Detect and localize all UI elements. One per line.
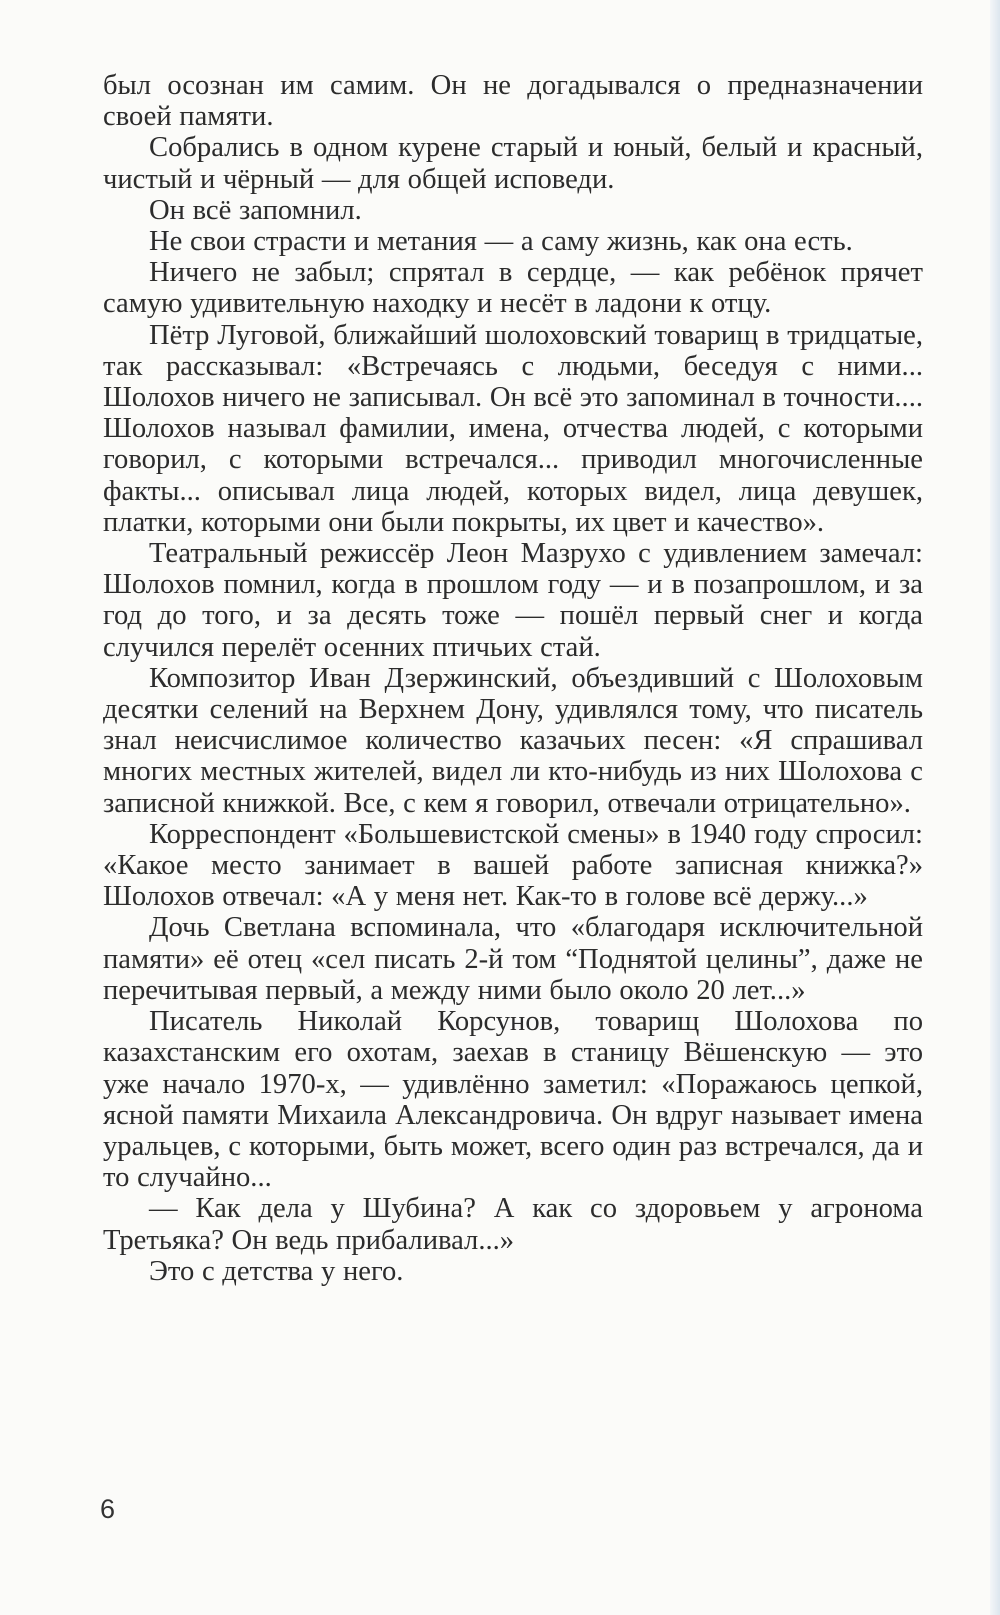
paragraph-continuation: был осознан им самим. Он не догадывался о предназначении своей памяти. — [103, 70, 923, 133]
page-number: 6 — [100, 1494, 116, 1524]
paragraph: Это с детства у него. — [149, 1255, 404, 1287]
paragraph: Композитор Иван Дзержинский, объездивший с Шолоховым десятки селений на Верхнем Дону, удивлялся тому, что писатель знал неисчислимое количество казачьих песен: «Я спрашивал многих местных жителей, видел ли кто-нибудь из них Шолохова с записной книжкой. Все, с кем я говорил, отвечали отрицательно». — [103, 662, 923, 819]
paragraph: Дочь Светлана вспоминала, что «благодаря исключительной памяти» её отец «сел писать 2-й том “Поднятой целины”, даже не перечитывая первый, а между ними было около 20 лет...» — [103, 912, 923, 1006]
paragraph: — Как дела у Шубина? А как со здоровьем у агронома Третьяка? Он ведь прибаливал...» — [103, 1193, 923, 1256]
paragraph: Ничего не забыл; спрятал в сердце, — как ребёнок прячет самую удивительную находку и несёт в ладони к отцу. — [103, 257, 923, 320]
page-text-block — [103, 70, 923, 1287]
paragraph: Писатель Николай Корсунов, товарищ Шолохова по казахстанским его охотам, заехав в станицу Вёшенскую — это уже начало 1970-х, — удивлённо заметил: «Поражаюсь цепкой, ясной памяти Михаила Александровича. Он вдруг называет имена уральцев, с которыми, быть может, всего один раз встречался, да и то случайно... — [103, 1006, 923, 1194]
paragraph: Собрались в одном курене старый и юный, белый и красный, чистый и чёрный — для общей исповеди. — [103, 132, 923, 195]
paragraph: Он всё запомнил. — [149, 194, 362, 226]
page-edge-shadow — [990, 0, 1000, 1615]
paragraph: Пётр Луговой, ближайший шолоховский товарищ в тридцатые, так рассказывал: «Встречаясь с людьми, беседуя с ними... Шолохов ничего не записывал. Он всё это запоминал в точности.... Шолохов называл фамилии, имена, отчества людей, с которыми говорил, с которыми встречался... приводил многочисленные факты... описывал лица людей, которых видел, лица девушек, платки, которыми они были покрыты, их цвет и качество». — [103, 319, 923, 538]
paragraph: Корреспондент «Большевистской смены» в 1940 году спросил: «Какое место занимает в вашей работе записная книжка?» Шолохов отвечал: «А у меня нет. Как-то в голове всё держу...» — [103, 818, 923, 913]
paragraph: Не свои страсти и метания — а саму жизнь, как она есть. — [149, 226, 853, 258]
paragraph: Театральный режиссёр Леон Мазрухо с удивлением замечал: Шолохов помнил, когда в прошлом году — и в позапрошлом, и за год до того, и за десять тоже — пошёл первый снег и когда случился перелёт осенних птичьих стай. — [103, 538, 923, 663]
